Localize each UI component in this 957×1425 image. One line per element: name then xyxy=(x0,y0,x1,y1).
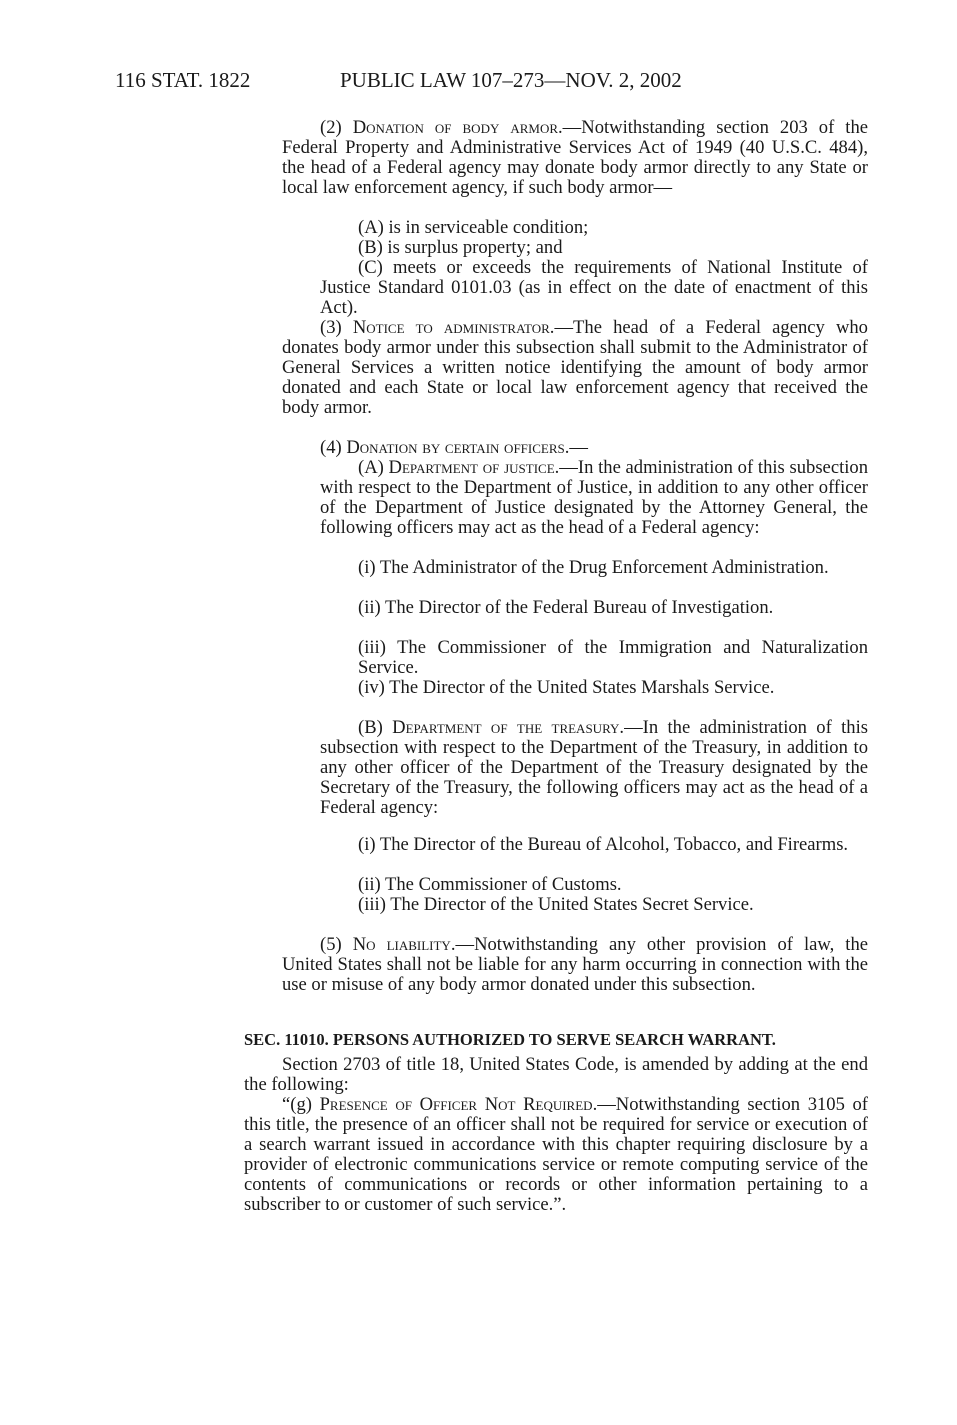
paragraph-no-liability xyxy=(282,935,868,995)
subparagraph-b: (B) is surplus property; and xyxy=(358,237,563,258)
para-text: .—Notwithstanding section 3105 of this title, the presence of an officer shall not be required for service or execution of a search warrant issued in accordance with this chapter requiring disclosure by a provider of electronic communications service or remote computing service of the contents of communications or records or other information pertaining to a subscriber to or customer of such service.”. xyxy=(244,1094,868,1215)
para-heading: Department of justice xyxy=(388,457,555,478)
subparagraph-a: (A) is in serviceable condition; xyxy=(358,217,589,238)
para-text: .— xyxy=(564,437,588,458)
para-number: (B) xyxy=(358,717,393,738)
para-number: (2) xyxy=(320,117,353,138)
paragraph-notice-to-administrator xyxy=(282,318,868,418)
para-heading: Notice to administrator xyxy=(352,317,550,338)
clause-iv: (iv) The Director of the United States Marshals Service. xyxy=(358,677,775,698)
clause-ii: (ii) The Director of the Federal Bureau of Investigation. xyxy=(358,597,774,618)
clause-i: (i) The Administrator of the Drug Enforcement Administration. xyxy=(358,557,829,578)
clause-iii: (iii) The Commissioner of the Immigration and Naturalization Service. xyxy=(358,637,868,678)
subparagraph-department-of-the-treasury xyxy=(320,718,868,818)
para-number: (5) xyxy=(320,934,353,955)
section-intro: Section 2703 of title 18, United States Code, is amended by adding at the end the following: xyxy=(244,1054,868,1095)
section-heading: SEC. 11010. PERSONS AUTHORIZED TO SERVE SEARCH WARRANT. xyxy=(244,1030,776,1049)
paragraph-donation-by-certain-officers xyxy=(320,438,868,458)
para-text: .—In the administration of this subsection with respect to the Department of Justice, in addition to any other officer of the Department of Justice designated by the Attorney General, the following officers may act as the head of a Federal agency: xyxy=(320,457,868,538)
subparagraph-department-of-justice xyxy=(320,458,868,538)
para-text: .—The head of a Federal agency who donates body armor under this subsection shall submit to the Administrator of General Services a written notice identifying the amount of body armor donated and each State or local law enforcement agency that received the body armor. xyxy=(282,317,868,418)
clause-i: (i) The Director of the Bureau of Alcohol, Tobacco, and Firearms. xyxy=(358,834,849,855)
statute-page-number: 116 STAT. 1822 xyxy=(115,68,251,92)
para-number: “(g) xyxy=(282,1094,320,1115)
para-heading: Donation by certain officers xyxy=(346,437,565,458)
clause-iii: (iii) The Director of the United States Secret Service. xyxy=(358,894,754,915)
para-heading: Donation of body armor xyxy=(352,117,559,138)
para-heading: No liability xyxy=(352,934,451,955)
para-number: (4) xyxy=(320,437,347,458)
para-text: .—In the administration of this subsection with respect to the Department of the Treasury, in addition to any other officer of the Department of the Treasury designated by the Secretary of the Treasury, the following officers may act as the head of a Federal agency: xyxy=(320,717,869,818)
para-text: .—Notwithstanding any other provision of law, the United States shall not be liable for any harm occurring in connection with the use or misuse of any body armor donated under this subsection. xyxy=(282,934,868,995)
subparagraph-c: (C) meets or exceeds the requirements of National Institute of Justice Standard 0101.03 (as in effect on the date of enactment of this Act). xyxy=(320,257,868,318)
para-heading: Presence of Officer Not Required xyxy=(319,1094,593,1115)
para-heading: Department of the treasury xyxy=(392,717,620,738)
para-number: (A) xyxy=(358,457,389,478)
clause-ii: (ii) The Commissioner of Customs. xyxy=(358,874,622,895)
quoted-amendment xyxy=(244,1095,868,1215)
para-text: .—Notwithstanding section 203 of the Federal Property and Administrative Services Act of 1949 (40 U.S.C. 484), the head of a Federal agency may donate body armor directly to any State or local law enforcement agency, if such body armor— xyxy=(282,117,868,198)
paragraph-donation-of-body-armor xyxy=(282,118,868,198)
running-header: PUBLIC LAW 107–273—NOV. 2, 2002 xyxy=(340,68,682,92)
para-number: (3) xyxy=(320,317,353,338)
